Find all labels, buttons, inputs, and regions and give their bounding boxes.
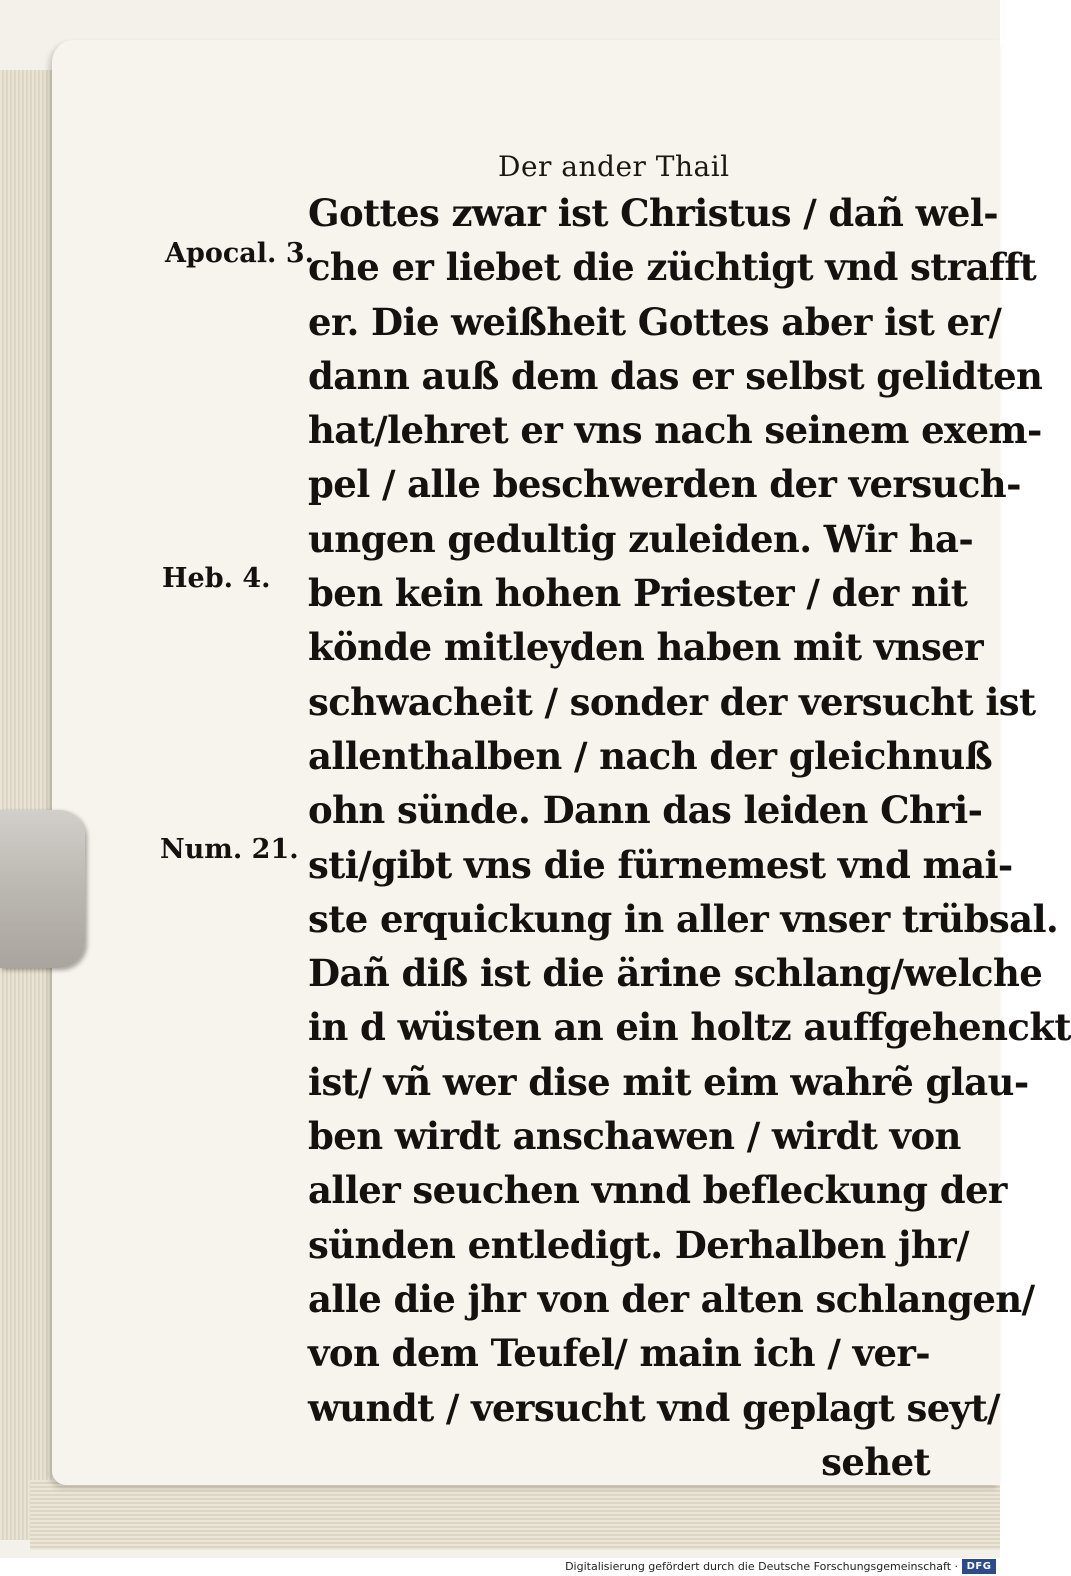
text-line: sti/gibt vns die fürnemest vnd mai- xyxy=(308,842,1013,887)
text-line: ben kein hohen Priester / der nit xyxy=(308,571,968,616)
text-line: dann auß dem das er selbst gelidten xyxy=(308,353,1043,398)
text-line: ungen gedultig zuleiden. Wir ha- xyxy=(308,516,974,561)
text-line: ohn sünde. Dann das leiden Chri- xyxy=(308,788,983,833)
text-line: schwacheit / sonder der versucht ist xyxy=(308,679,1036,724)
margin-note-apocal: Apocal. 3. xyxy=(165,238,315,269)
body-text xyxy=(308,186,1071,1489)
text-line: wundt / versucht vnd geplagt seyt/ xyxy=(308,1385,1000,1430)
book-page-edges-bottom xyxy=(30,1480,1000,1550)
text-line: sünden entledigt. Derhalben jhr/ xyxy=(308,1222,969,1267)
margin-note-heb: Heb. 4. xyxy=(162,563,271,594)
text-line: er. Die weißheit Gottes aber ist er/ xyxy=(308,299,1002,344)
text-line: ste erquickung in aller vnser trübsal. xyxy=(308,896,1059,941)
text-line: ist/ vñ wer dise mit eim wahrẽ glau- xyxy=(308,1059,1029,1104)
page-clip xyxy=(0,810,85,968)
text-line: könde mitleyden haben mit vnser xyxy=(308,625,984,670)
margin-note-num: Num. 21. xyxy=(160,834,299,865)
text-line: von dem Teufel/ main ich / ver- xyxy=(308,1331,931,1376)
text-line: Dañ diß ist die ärine schlang/welche xyxy=(308,951,1043,996)
text-line: Gottes zwar ist Christus / dañ wel- xyxy=(308,191,999,235)
catchword: sehet xyxy=(821,1439,930,1484)
running-head: Der ander Thail xyxy=(498,150,730,183)
text-line: ben wirdt anschawen / wirdt von xyxy=(308,1114,961,1159)
footer-credit: Digitalisierung gefördert durch die Deutsche Forschungsgemeinschaft · xyxy=(565,1560,958,1573)
text-line: che er liebet die züchtigt vnd strafft xyxy=(308,245,1037,290)
text-line: in d wüsten an ein holtz auffgehenckt xyxy=(308,1005,1071,1050)
dfg-logo: DFG xyxy=(962,1559,996,1574)
text-line: pel / alle beschwerden der versuch- xyxy=(308,462,1021,507)
text-line: aller seuchen vnnd befleckung der xyxy=(308,1168,1007,1213)
text-line: hat/lehret er vns nach seinem exem- xyxy=(308,408,1042,453)
text-line: allenthalben / nach der gleichnuß xyxy=(308,733,993,778)
text-line: alle die jhr von der alten schlangen/ xyxy=(308,1276,1035,1321)
